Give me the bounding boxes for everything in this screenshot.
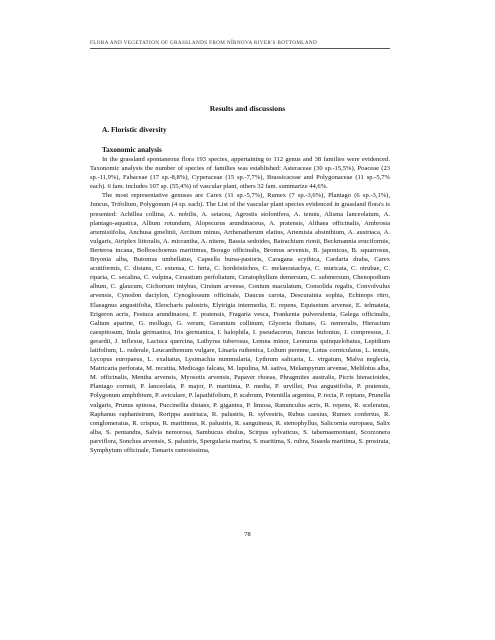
section-title: Results and discussions	[209, 104, 286, 113]
page-number: 78	[244, 531, 251, 538]
body-text	[90, 155, 390, 455]
running-head: FLORA AND VEGETATION OF GRASSLANDS FROM NÎRNOVA RIVER'S BOTTOMLAND	[90, 40, 318, 46]
subsubsection-title: Taxonomic analysis	[102, 146, 162, 154]
subsection-title: A. Floristic diversity	[102, 125, 167, 134]
paragraph-2: The most representative genuses are Carex (11 sp.-5,7%), Rumex (7 sp.-3,6%), Plantago (6 sp.-3,1%), Juncus, Trifolium, Polygonum (4 sp. each). The List of the vascular plant species evidenced in grassland flora's is presented: Achillea collina, A. nobilis, A. setacea, Agrostis stolonifera, A. tenuis, Alisma lanceolatum, A. plantago-aquatica, Allium rotundum, Alopecurus arundinaceus, A. pratensis, Althaea officinalis, Ambrosia artemisiifolia, Anchusa gmelinii, Arctium minus, Arrhenatherum elatius, Artemisia absinthium, A. austriaca, A. vulgaris, Atriplex littoralis, A. micrantha, A. nitens, Bassia sedoides, Batrachium rionii, Beckmannia eruciformis, Berteroa incana, Bolboschoenus maritimus, Borago officinalis, Bromus arvensis, B. japonicus, B. squarrosus, Bryonia alba, Butomus umbellatus, Capsella bursa-pastoris, Caragana scythica, Cardaria draba, Carex acutiformis, C. distans, C. extensa, C. hirta, C. hordeistichos, C. melanostachya, C. muricata, C. otrubae, C. riparia, C. secalina, C. vulpina, Cerastium perfoliatum, Ceratophyllum demersum, C. submersum, Chenopodium album, C. glaucum, Cichorium intybus, Cirsium arvense, Conium maculatum, Consolida regalis, Convolvulus arvensis, Cynodon dactylon, Cynoglossum officinale, Daucus carota, Descurainia sophia, Echinops ritro, Elaeagnus angustifolia, Eleocharis palustris, Elytrigia intermedia, E. repens, Equisetum arvense, E. telmateia, Erigeron acris, Festuca arundinacea, F. pratensis, Fragaria vesca, Frankenia pulverulenta, Galega officinalis, Galium aparine, G. mollugo, G. verum, Geranium collinum, Glyceria fluitans, G. nemoralis, Hieracium caespitosum, Inula germanica, Iris germanica, I. halophila, I. pseudacorus, Juncus bufonius, J. compressus, J. gerardii, J. inflexus, Lactuca quercina, Lathyrus tuberosus, Lemna minor, Leonurus quinquelobatus, Lepidium latifolium, L. ruderale, Leucanthemum vulgare, Linaria ruthenica, Lolium perenne, Lotus corniculatus, L. tenuis, Lycopus europaeus, L. exaltatus, Lysimachia nummularia, Lythrum salicaria, L. virgatum, Malva neglecta, Matricaria perforata, M. recutita, Medicago falcata, M. lupulina, M. sativa, Melampyrum arvense, Melilotus alba, M. officinalis, Mentha arvensis, Myosotis arvensis, Papaver rhoeas, Phragmites australis, Picris hieracioides, Plantago cornuti, P. lanceolata, P. major, P. maritima, P. media, P. urvillei, Poa angustifolia, P. pratensis, Polygonum amphibium, P. aviculare, P. lapathifolium, P. scabrum, Potentilla argentea, P. recta, P. reptans, Prunella vulgaris, Prunus spinosa, Puccinellia distans, P. gigantea, P. limosa, Ranunculus acris, R. repens, R. sceleratus, Raphanus raphanistrum, Rorippa austriaca, R. palustris, R. sylvestris, Rubus caesius, Rumex confertus, R. conglomeratus, R. crispus, R. maritimus, R. palustris, R. sanguineus, R. stenophyllus, Salicornia europaea, Salix alba, S. pentandra, Salvia nemorosa, Sambucus ebulus, Scirpus sylvaticus, S. tabernaemontani, Scorzonera parviflora, Sonchus arvensis, S. palustris, Spergularia marina, S. maritima, S. rubra, Suaeda maritima, S. prostrata, Symphytum officinale, Tamarix ramosissima,	[90, 192, 390, 454]
header-rule	[90, 48, 390, 49]
paragraph-1: In the grassland spontaneous flora 193 species, appertaining to 112 genus and 38 families were evidenced. Taxonomic analysis the number of species of families was established: Asteraceae (30 sp.-15,5%), Poaceae (23 sp.-11,9%), Fabaceae (17 sp.-8,8%), Cyperaceae (15 sp.-7,7%), Brassicaceae and Polygonaceae (11 sp.-5,7% each). 6 fam. includes 107 sp. (55,4%) of vascular plant, others 32 fam. summarize 44,6%.	[90, 156, 390, 191]
